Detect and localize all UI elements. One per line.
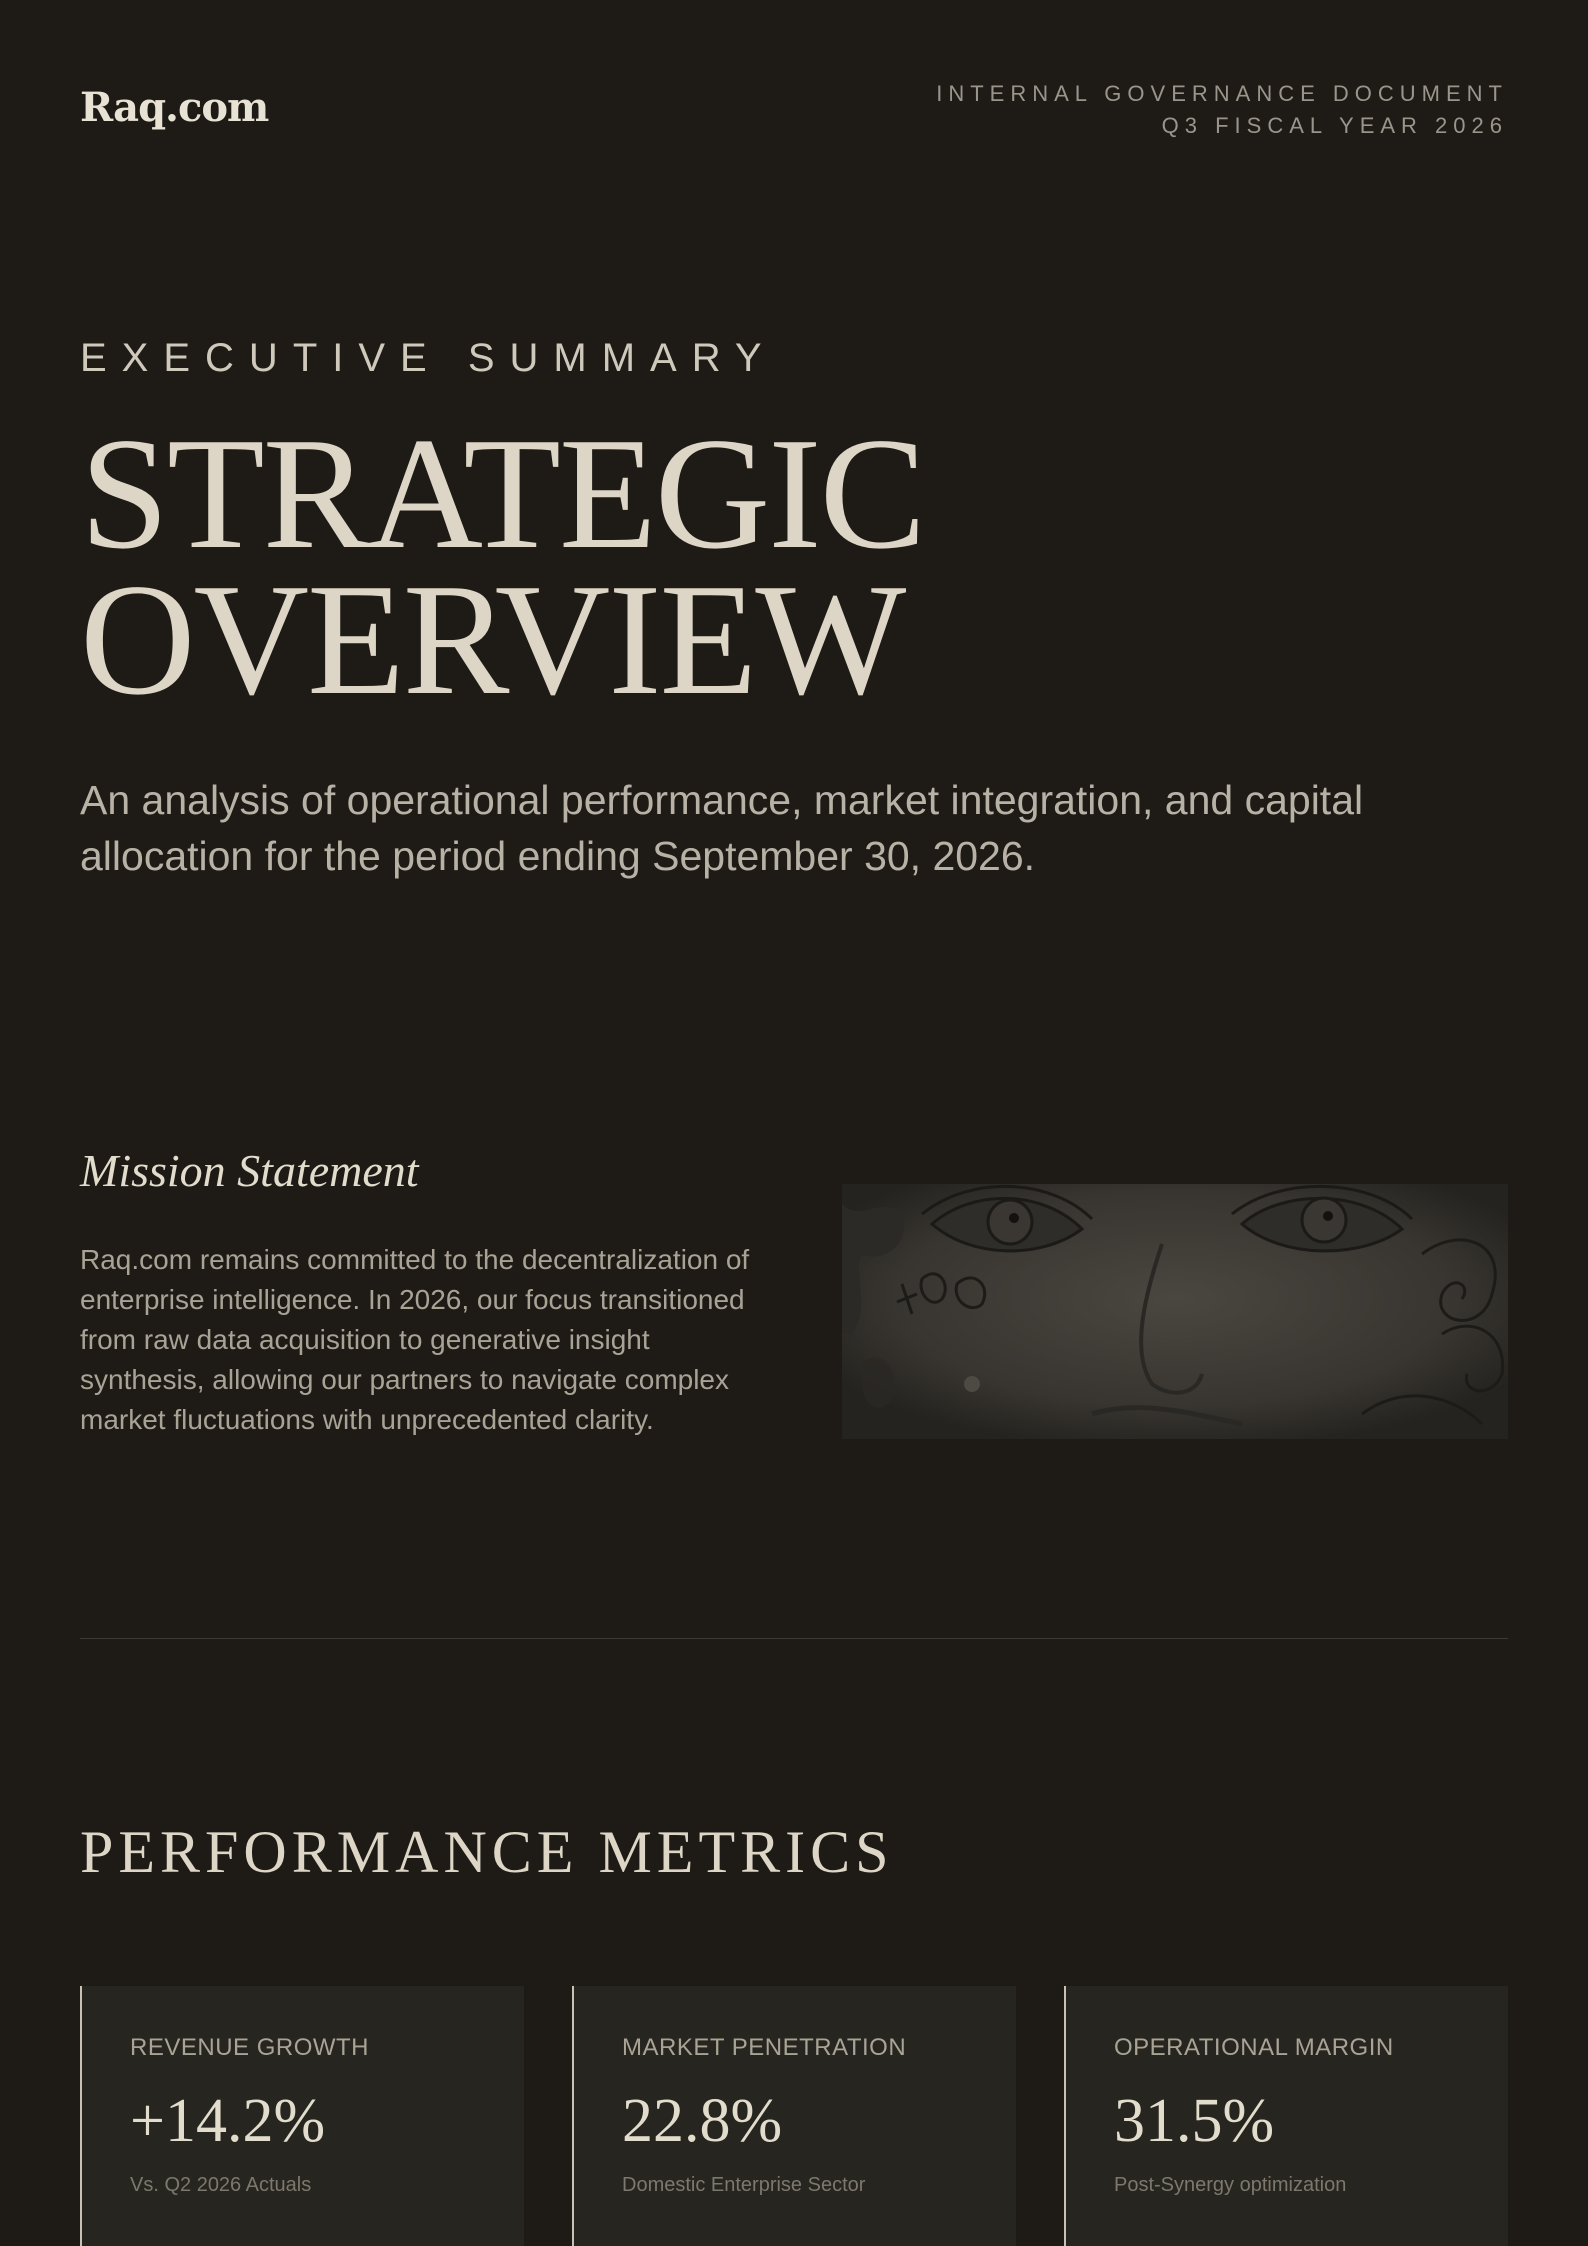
page-title [80,404,925,728]
carved-statue-eyes-image [842,1184,1508,1439]
metric-label: MARKET PENETRATION [622,2034,907,2061]
metric-card-operational-margin [1064,1986,1508,2246]
metric-label: OPERATIONAL MARGIN [1114,2034,1394,2061]
metric-label: REVENUE GROWTH [130,2034,370,2061]
metric-note: Domestic Enterprise Sector [622,2174,866,2196]
page-title-line-2: OVERVIEW [80,550,905,728]
metric-value: +14.2% [130,2087,326,2155]
metric-note: Vs. Q2 2026 Actuals [130,2174,312,2196]
brand-logo[interactable]: Raq.com [80,84,269,131]
metric-value: 31.5% [1114,2087,1275,2155]
document-period: Q3 FISCAL YEAR 2026 [1161,113,1508,138]
metrics-title: PERFORMANCE METRICS [80,1819,894,1885]
metric-note: Post-Synergy optimization [1114,2174,1347,2196]
summary-lede: An analysis of operational performance, market integration, and capital allocation for the period ending September 30, 2026. [80,777,1364,879]
statue-illustration [842,1184,1508,1439]
metric-value: 22.8% [622,2087,783,2155]
document-header [80,78,1508,148]
mission-heading: Mission Statement [80,1145,419,1196]
section-eyebrow: EXECUTIVE SUMMARY [80,336,777,380]
document-meta [936,78,1508,142]
mission-body: Raq.com remains committed to the decentralization of enterprise intelligence. In 2026, our focus transitioned from raw data acquisition to generative insight synthesis, allowing our partners to navigate complex market fluctuations with unprecedented clarity. [80,1244,750,1435]
section-divider [80,1638,1508,1639]
metric-card-revenue-growth [80,1986,524,2246]
metric-card-market-penetration [572,1986,1016,2246]
page-title-line-1: STRATEGIC [80,404,925,582]
metrics-grid [80,1986,1508,2246]
document-type: INTERNAL GOVERNANCE DOCUMENT [936,81,1508,106]
